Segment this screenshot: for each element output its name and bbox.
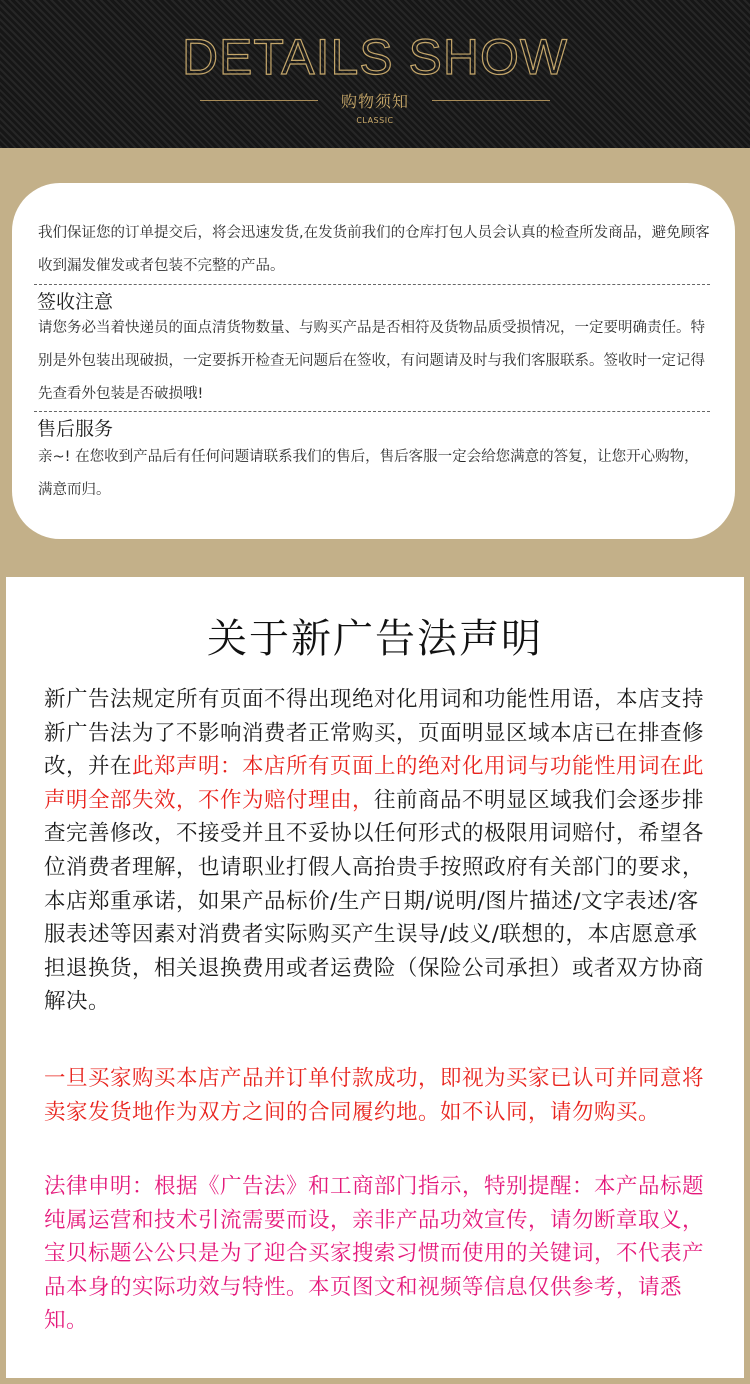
divider [34, 284, 710, 285]
after-sales-title: 售后服务 [37, 418, 114, 440]
sign-section-text: 请您务必当着快递员的面点清货物数量、与购买产品是否相符及货物品质受损情况，一定要明确责任。特别是外包装出现破损，一定要拆开检查无问题后在签收，有问题请及时与我们客服联系。签收时一定记得先查看外包装是否破损哦! [38, 320, 705, 402]
ad-law-paragraph-2: 一旦买家购买本店产品并订单付款成功，即视为买家已认可并同意将卖家发货地作为双方之间的合同履约地。如不认同，请勿购买。 [44, 1066, 705, 1125]
paragraph-1-end: 往前商品不明显区域我们会逐步排查完善修改，不接受并且不妥协以任何形式的极限用词赔付，希望各位消费者理解，也请职业打假人高抬贵手按照政府有关部门的要求，本店郑重承诺，如果产品标价/生产日期/说明/图片描述/文字表述/客服表述等因素对消费者实际购买产生误导/歧义/联想的，本店愿意承担退换货，相关退换费用或者运费险（保险公司承担）或者双方协商解决。 [44, 787, 705, 1015]
purchase-notice-card [12, 183, 735, 539]
paragraph-1-highlight: 此郑声明：本店所有页面上的绝对化用词与功能性用词在此声明全部失效，不作为赔付理由， [44, 754, 705, 813]
header-divider-left [200, 100, 318, 101]
header-divider-right [432, 100, 550, 101]
sign-section-title: 签收注意 [37, 291, 114, 313]
header-subtitle: 购物须知 [340, 92, 409, 111]
ad-law-statement-panel [6, 577, 744, 1378]
header-title: DETAILS SHOW [181, 29, 569, 85]
divider [34, 411, 710, 412]
header-subtitle-row [0, 89, 750, 111]
header-banner [0, 0, 750, 148]
ad-law-title: 关于新广告法声明 [207, 616, 543, 662]
ad-law-paragraph-1 [44, 683, 710, 1019]
notice-intro: 我们保证您的订单提交后，将会迅速发货,在发货前我们的仓库打包人员会认真的检查所发商品，避免顾客收到漏发催发或者包装不完整的产品。 [38, 225, 710, 274]
header-tag: CLASSIC [356, 116, 394, 125]
legal-disclaimer-paragraph: 法律申明：根据《广告法》和工商部门指示，特别提醒：本产品标题纯属运营和技术引流需要而设，亲非产品功效宣传，请勿断章取义，宝贝标题公公只是为了迎合买家搜索习惯而使用的关键词，不代表产品本身的实际功效与特性。本页图文和视频等信息仅供参考，请悉知。 [44, 1174, 705, 1334]
after-sales-text: 亲~! 在您收到产品后有任何问题请联系我们的售后，售后客服一定会给您满意的答复，让您开心购物，满意而归。 [38, 449, 699, 498]
paragraph-1-start: 新广告法规定所有页面不得出现绝对化用词和功能性用语，本店支持新广告法为了不影响消费者正常购买，页面明显区域本店已在排查修改，并在 [44, 687, 705, 780]
